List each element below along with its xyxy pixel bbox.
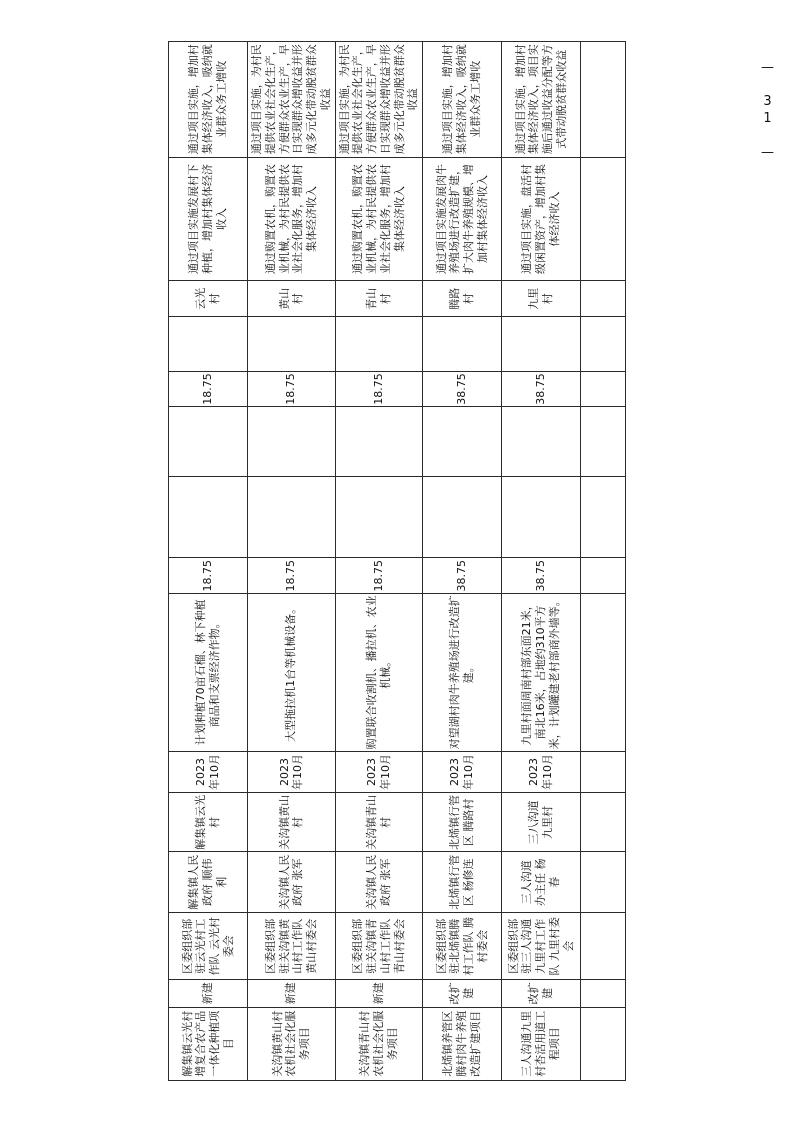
village-text: 九里村 [526, 287, 554, 310]
subject-text: 区委组织部 驻云光村工作队 云光村委会 [180, 916, 235, 975]
project-type-text: 改扩建 [526, 981, 554, 1004]
cell-content [422, 593, 501, 750]
funds-text: 18.75 [283, 372, 297, 405]
cell-blank2 [168, 406, 247, 475]
content-text: 九里村面周南村部东面21米，南北16米，占地约310平方米，计划罐建老村部商外墙等。 [519, 594, 561, 749]
cell-project-name [422, 1007, 501, 1080]
content-text: 购置联合收割机、播拉机、农业机械。 [364, 594, 392, 749]
cell-person [247, 851, 335, 912]
time-text: 2023年10月 [364, 753, 392, 790]
cell-subject [422, 912, 501, 979]
time-text: 2023年10月 [447, 753, 475, 790]
village-text: 腾路村 [447, 287, 475, 310]
cell-empty [580, 593, 625, 750]
cell-empty [580, 1007, 625, 1080]
table-row [247, 41, 335, 1080]
project-type-text: 改扩建 [447, 981, 475, 1004]
funds-text: 18.75 [200, 372, 214, 405]
page-number: — 31 — [760, 60, 775, 162]
cell-total [422, 557, 501, 593]
content-text: 大型拖拉机1台等机械设备。 [283, 602, 297, 742]
total-text: 38.75 [533, 559, 547, 592]
project-table [168, 41, 626, 1081]
cell-effect [335, 41, 423, 157]
cell-subject [335, 912, 423, 979]
cell-project-name [247, 1007, 335, 1080]
cell-empty [580, 476, 625, 558]
total-text: 38.75 [454, 559, 468, 592]
cell-location [501, 792, 580, 851]
cell-village [335, 280, 423, 316]
cell-funds [168, 371, 247, 407]
cell-blank1 [247, 476, 335, 558]
cell-location [335, 792, 423, 851]
cell-blank3 [422, 316, 501, 371]
table-row [168, 41, 247, 1080]
person-text: 关沟镇人民政府 张军 [364, 854, 392, 910]
cell-blank1 [168, 476, 247, 558]
funds-text: 18.75 [371, 372, 385, 405]
effect-text: 通过项目实施，为村民提供农业社会化生产，方便群众农业生产，早日实现群众增收益并形成多元化带动脱贫群众收益 [337, 43, 419, 154]
project-name-text: 解集镇云光村增复合农产品一体化种植项目 [180, 1010, 235, 1077]
cell-empty [580, 912, 625, 979]
subject-text: 区委组织部 驻关沟镇青山村工作队 青山村委会 [350, 918, 405, 974]
location-text: 关沟镇黄山村 [277, 794, 304, 850]
cell-empty [580, 157, 625, 281]
cell-total [335, 557, 423, 593]
effect-text: 通过项目实施，增加村集体经济收入，吸纳就业群众务工增收 [186, 43, 228, 154]
project-type-text: 新建 [371, 981, 385, 1004]
cell-blank3 [168, 316, 247, 371]
person-text: 解集镇人民政府 顺伟利 [186, 854, 228, 910]
location-text: 解集镇云光村 [193, 794, 221, 850]
cell-blank1 [501, 476, 580, 558]
project-name-text: 关沟镇黄山村农机社会化服务项目 [270, 1010, 311, 1077]
village-text: 云光村 [193, 287, 221, 310]
project-type-text: 新建 [283, 981, 297, 1004]
cell-total [247, 557, 335, 593]
cell-empty [580, 979, 625, 1006]
cell-effect [168, 41, 247, 157]
cell-project-type [335, 979, 423, 1006]
cell-project-type [422, 979, 501, 1006]
cell-subject [247, 912, 335, 979]
location-text: 关沟镇青山村 [364, 794, 392, 850]
cell-benefit [247, 157, 335, 281]
person-text: 关沟镇人民政府 张军 [277, 854, 304, 910]
cell-village [422, 280, 501, 316]
benefit-text: 通过购置农机，购置农业机械，为村民提供农业社会化服务，增加村集体经济收入 [263, 163, 318, 274]
cell-empty [580, 280, 625, 316]
cell-blank2 [247, 406, 335, 475]
cell-content [335, 593, 423, 750]
cell-empty [580, 371, 625, 407]
project-name-text: 关沟镇青山村农机社会化服务项目 [357, 1010, 399, 1077]
cell-person [422, 851, 501, 912]
location-text: 北烯镇行管区 腾路村 [447, 794, 475, 850]
cell-empty [580, 851, 625, 912]
benefit-text: 通过项目实施，盘活村级闲置资产，增加村集体经济收入 [519, 163, 561, 274]
total-text: 18.75 [200, 559, 214, 592]
person-text: 北烯镇行管区 杨修连 [447, 854, 475, 910]
time-text: 2023年10月 [193, 753, 221, 790]
cell-benefit [422, 157, 501, 281]
cell-blank2 [501, 406, 580, 475]
cell-location [168, 792, 247, 851]
cell-content [247, 593, 335, 750]
cell-village [247, 280, 335, 316]
cell-total [501, 557, 580, 593]
cell-empty [580, 557, 625, 593]
cell-blank3 [247, 316, 335, 371]
cell-blank1 [335, 476, 423, 558]
cell-empty [580, 406, 625, 475]
cell-funds [422, 371, 501, 407]
cell-empty [580, 41, 625, 157]
funds-text: 38.75 [454, 372, 468, 405]
table-row [501, 41, 580, 1080]
cell-effect [422, 41, 501, 157]
cell-project-name [335, 1007, 423, 1080]
cell-empty [580, 792, 625, 851]
table-row [335, 41, 423, 1080]
table-row-empty [580, 41, 625, 1080]
cell-blank1 [422, 476, 501, 558]
cell-project-type [501, 979, 580, 1006]
effect-text: 通过项目实施，增加村集体经济收入，吸纳就业群众务工增收 [440, 43, 482, 154]
project-name-text: 北烯镇养管区腾村肉牛养殖改造扩建项目 [440, 1010, 482, 1077]
cell-blank3 [501, 316, 580, 371]
project-name-text: 三人沟通九里村杏活用道工程项目 [519, 1010, 561, 1077]
cell-empty [580, 751, 625, 793]
cell-funds [501, 371, 580, 407]
cell-project-name [501, 1007, 580, 1080]
cell-total [168, 557, 247, 593]
cell-empty [580, 316, 625, 371]
cell-effect [501, 41, 580, 157]
cell-content [168, 593, 247, 750]
cell-benefit [335, 157, 423, 281]
benefit-text: 通过项目实施发展村下种植，增加村集体经济收入 [186, 163, 228, 274]
effect-text: 通过项目实施，为村民提供农业社会化生产，方便群众农业生产，早日实现群众增收益并形成多元化带动脱贫群众收益 [249, 43, 332, 154]
location-text: 三八沟道 九里村 [526, 799, 554, 844]
cell-time [168, 751, 247, 793]
person-text: 三人沟道 办主任 杨春 [519, 857, 561, 906]
cell-subject [501, 912, 580, 979]
subject-text: 区委组织部 驻三人沟通九里村工作队 九里村委会 [506, 916, 575, 975]
cell-blank2 [335, 406, 423, 475]
cell-time [422, 751, 501, 793]
benefit-text: 通过购置农机，购置农业机械，为村民提供农业社会化服务，增加村集体经济收入 [350, 163, 405, 274]
cell-location [247, 792, 335, 851]
subject-text: 区委组织部 驻北烯镇腾村工作队 腾村委会 [434, 916, 489, 975]
total-text: 18.75 [283, 559, 297, 592]
funds-text: 38.75 [533, 372, 547, 405]
cell-funds [335, 371, 423, 407]
cell-time [247, 751, 335, 793]
cell-benefit [168, 157, 247, 281]
cell-effect [247, 41, 335, 157]
subject-text: 区委组织部 驻关沟镇黄山村工作队 黄山村委会 [263, 918, 318, 974]
content-text: 计划种植70亩石榴、林下种植商品和支票经济作物。 [193, 598, 221, 745]
cell-subject [168, 912, 247, 979]
cell-project-type [168, 979, 247, 1006]
effect-text: 通过项目实施，增加村集体经济收入，项目实施后通过收益分配等方式带动脱贫群众收益 [513, 43, 568, 154]
cell-time [501, 751, 580, 793]
cell-content [501, 593, 580, 750]
village-text: 黄山村 [277, 287, 304, 310]
cell-project-name [168, 1007, 247, 1080]
time-text: 2023年10月 [526, 753, 554, 790]
cell-blank2 [422, 406, 501, 475]
cell-benefit [501, 157, 580, 281]
cell-village [501, 280, 580, 316]
total-text: 18.75 [371, 559, 385, 592]
cell-village [168, 280, 247, 316]
content-text: 对望湖村肉牛养殖场进行改造扩建。 [447, 594, 475, 749]
cell-location [422, 792, 501, 851]
time-text: 2023年10月 [277, 753, 304, 790]
cell-project-type [247, 979, 335, 1006]
cell-person [168, 851, 247, 912]
cell-person [335, 851, 423, 912]
project-type-text: 新建 [200, 981, 214, 1004]
cell-blank3 [335, 316, 423, 371]
cell-time [335, 751, 423, 793]
cell-person [501, 851, 580, 912]
table-row [422, 41, 501, 1080]
village-text: 青山村 [364, 287, 392, 310]
cell-funds [247, 371, 335, 407]
benefit-text: 通过项目实施发展肉牛养殖场进行改造扩建，扩大肉牛养殖规模、增加村集体经济收入 [434, 163, 489, 274]
